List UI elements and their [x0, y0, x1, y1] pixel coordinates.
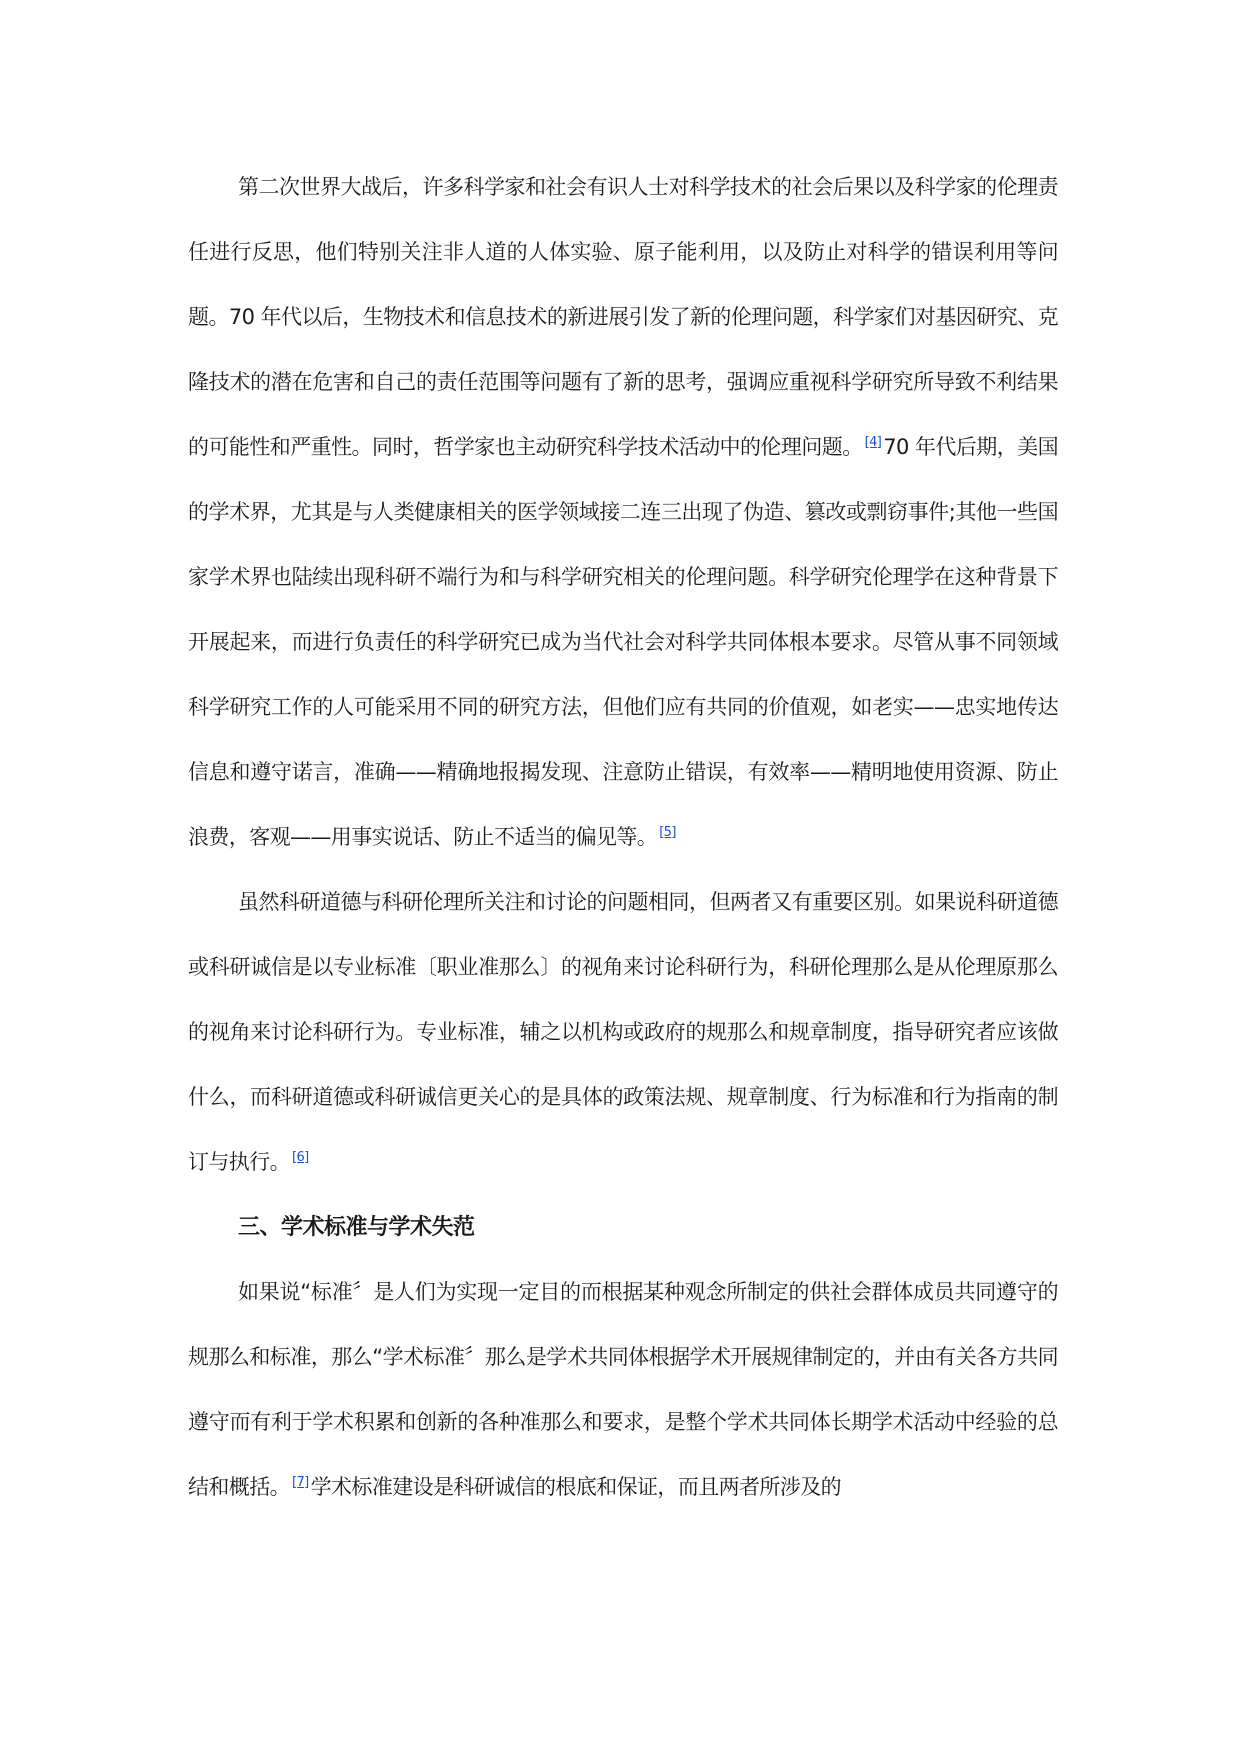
paragraph-ethics-history	[188, 155, 1058, 870]
paragraph-morality-vs-ethics	[188, 870, 1058, 1195]
document-page	[188, 155, 1058, 1520]
paragraph-text: 如果说“标准〞是人们为实现一定目的而根据某种观念所制定的供社会群体成员共同遵守的规那么和标准，那么“学术标准〞那么是学术共同体根据学术开展规律制定的，并由有关各方共同遵守而有利于学术积累和创新的各种准那么和要求，是整个学术共同体长期学术活动中经验的总结和概括。	[188, 1280, 1058, 1499]
paragraph-text: 学术标准建设是科研诚信的根底和保证，而且两者所涉及的	[310, 1475, 842, 1499]
paragraph-text: 第二次世界大战后，许多科学家和社会有识人士对科学技术的社会后果以及科学家的伦理责任进行反思，他们特别关注非人道的人体实验、原子能利用，以及防止对科学的错误利用等问题。70 年代以后，生物技术和信息技术的新进展引发了新的伦理问题，科学家们对基因研究、克隆技术的潜在危害和自己的责任范围等问题有了新的思考，强调应重视科学研究所导致不利结果的可能性和严重性。同时，哲学家也主动研究科学技术活动中的伦理问题。	[188, 175, 1058, 459]
paragraph-text: 虽然科研道德与科研伦理所关注和讨论的问题相同，但两者又有重要区别。如果说科研道德或科研诚信是以专业标准〔职业准那么〕的视角来讨论科研行为，科研伦理那么是从伦理原那么的视角来讨论科研行为。专业标准，辅之以机构或政府的规那么和规章制度，指导研究者应该做什么，而科研道德或科研诚信更关心的是具体的政策法规、规章制度、行为标准和行为指南的制订与执行。	[188, 890, 1058, 1174]
paragraph-academic-standards	[188, 1260, 1058, 1520]
paragraph-text: 70 年代后期，美国的学术界，尤其是与人类健康相关的医学领域接二连三出现了伪造、篡改或剽窃事件;其他一些国家学术界也陆续出现科研不端行为和与科学研究相关的伦理问题。科学研究伦理学在这种背景下开展起来，而进行负责任的科学研究已成为当代社会对科学共同体根本要求。尽管从事不同领域科学研究工作的人可能采用不同的研究方法，但他们应有共同的价值观，如老实——忠实地传达信息和遵守诺言，准确——精确地报揭发现、注意防止错误，有效率——精明地使用资源、防止浪费，客观——用事实说话、防止不适当的偏见等。	[188, 435, 1058, 849]
footnote-link-6[interactable]: [6]	[292, 1150, 309, 1165]
footnote-link-7[interactable]: [7]	[292, 1475, 309, 1490]
footnote-link-5[interactable]: [5]	[659, 825, 676, 840]
section-heading: 三、学术标准与学术失范	[238, 1215, 475, 1240]
footnote-link-4[interactable]: [4]	[864, 435, 882, 450]
